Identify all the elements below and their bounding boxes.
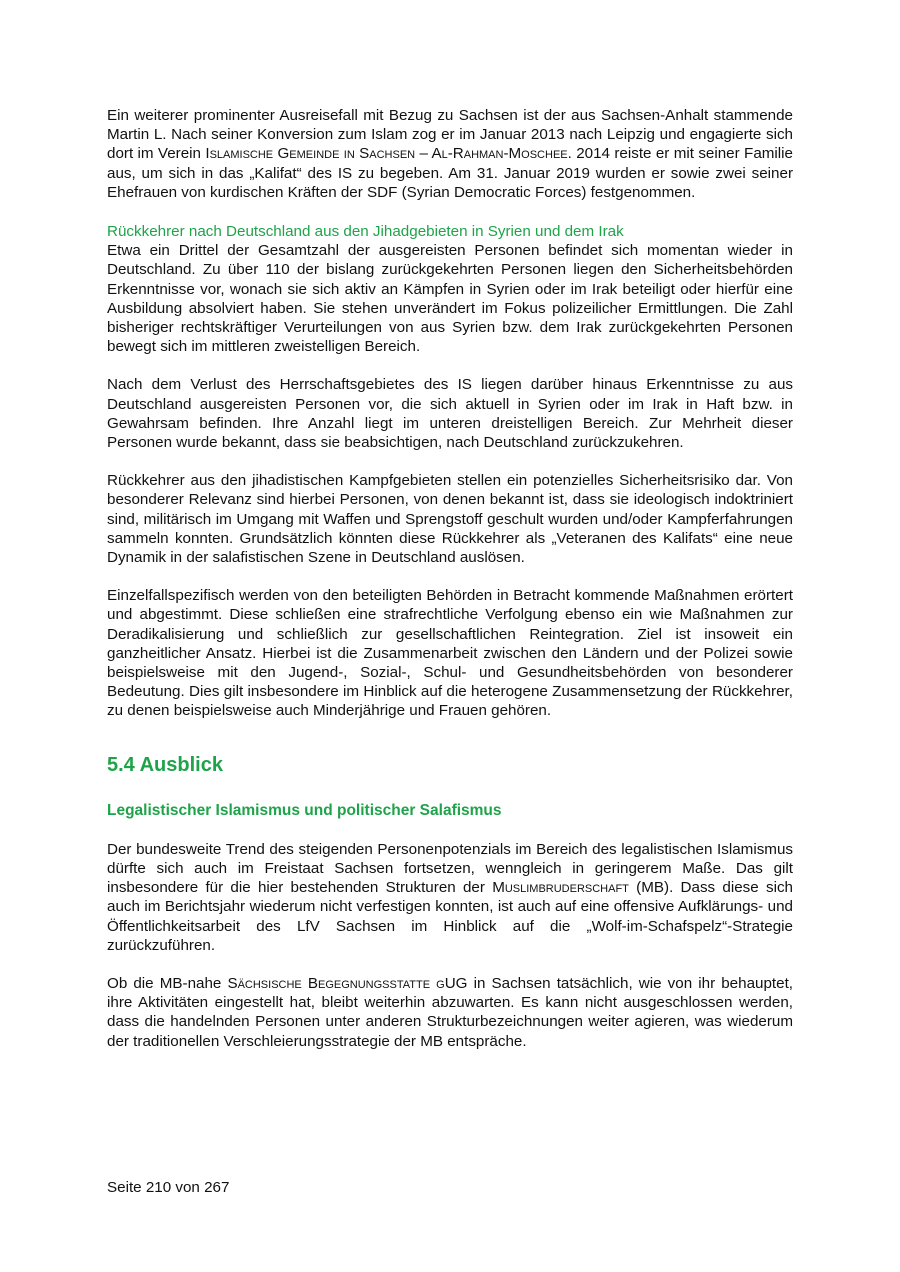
- org-name: Sächsische Begegnungsstatte gUG: [227, 974, 468, 992]
- org-name: Muslimbruderschaft: [492, 879, 629, 897]
- page-number: Seite 210 von 267: [107, 1179, 230, 1196]
- subsection-title: Legalistischer Islamismus und politischer Salafismus: [107, 801, 502, 819]
- org-name: Islamische Gemeinde in Sachsen – Al-Rahman-Moschee: [205, 145, 568, 163]
- section-title: 5.4 Ausblick: [107, 753, 223, 776]
- subheading-rueckkehrer: Rückkehrer nach Deutschland aus den Jihadgebieten in Syrien und dem Irak: [107, 223, 624, 241]
- paragraph-rueckkehrer-count: Etwa ein Drittel der Gesamtzahl der ausgereisten Personen befindet sich momentan wieder in Deutschland. Zu über 110 der bislang zurückgekehrten Personen liegen den Sicherheitsbehörden Erkenntnisse vor, wonach sie sich aktiv an Kämpfen in Syrien oder im Irak beteiligt oder hierfür eine Ausbildung absolviert haben. Sie stehen unverändert im Fokus polizeilicher Ermittlungen. Die Zahl bisheriger rechtskräftiger Verurteilungen von aus Syrien bzw. dem Irak zurückgekehrten Personen bewegt sich im mittleren zweistelligen Bereich.: [107, 242, 793, 356]
- paragraph-massnahmen: Einzelfallspezifisch werden von den beteiligten Behörden in Betracht kommende Maßnahmen erörtert und abgestimmt. Diese schließen eine strafrechtliche Verfolgung ebenso ein wie Maßnahmen zur Deradikalisierung und schließlich zur gesellschaftlichen Reintegration. Ziel ist insoweit ein ganzheitlicher Ansatz. Hierbei ist die Zusammenarbeit zwischen den Ländern und der Polizei sowie beispielsweise mit den Jugend-, Sozial-, Schul- und Gesundheitsbehörden von besonderer Bedeutung. Dies gilt insbesondere im Hinblick auf die heterogene Zusammensetzung der Rückkehrer, zu denen beispielsweise auch Minderjährige und Frauen gehören.: [107, 587, 793, 720]
- paragraph-martin-l: Ein weiterer prominenter Ausreisefall mit Bezug zu Sachsen ist der aus Sachsen-Anhalt stammende Martin L. Nach seiner Konversion zum Islam zog er im Januar 2013 nach Leipzig und engagierte sich dort im Verein Islamische Gemeinde in Sachsen – Al-Rahman-Moschee. 2014 reiste er mit seiner Familie aus, um sich in das „Kalifat“ des IS zu begeben. Am 31. Januar 2019 wurden er sowie zwei seiner Ehefrauen von kurdischen Kräften der SDF (Syrian Democratic Forces) festgenommen.: [107, 107, 793, 201]
- paragraph-sicherheitsrisiko: Rückkehrer aus den jihadistischen Kampfgebieten stellen ein potenzielles Sicherheitsrisiko dar. Von besonderer Relevanz sind hierbei Personen, von denen bekannt ist, dass sie ideologisch indoktriniert sind, militärisch im Umgang mit Waffen und Sprengstoff geschult wurden und/oder Kampferfahrungen sammeln konnten. Grundsätzlich könnten diese Rückkehrer als „Veteranen des Kalifats“ eine neue Dynamik in der salafistischen Szene in Deutschland auslösen.: [107, 472, 793, 567]
- paragraph-begegnungsstaette: Ob die MB-nahe Sächsische Begegnungsstatte gUG in Sachsen tatsächlich, wie von ihr behauptet, ihre Aktivitäten eingestellt hat, bleibt weiterhin abzuwarten. Es kann nicht ausgeschlossen werden, dass die handelnden Personen unter anderen Strukturbezeichnungen weiter agieren, was wiederum der traditionellen Verschleierungsstrategie der MB entspräche.: [107, 974, 794, 1050]
- paragraph-trend: Der bundesweite Trend des steigenden Personenpotenzials im Bereich des legalistischen Islamismus dürfte sich auch im Freistaat Sachsen fortsetzen, wenngleich in geringerem Maße. Das gilt insbesondere für die hier bestehenden Strukturen der Muslimbruderschaft (MB). Dass diese sich auch im Berichtsjahr wiederum nicht verfestigen konnten, ist auch auf eine offensive Aufklärungs- und Öffentlichkeitsarbeit des LfV Sachsen im Hinblick auf die „Wolf-im-Schafspelz“-Strategie zurückzuführen.: [107, 840, 793, 954]
- paragraph-haft: Nach dem Verlust des Herrschaftsgebietes des IS liegen darüber hinaus Erkenntnisse zu aus Deutschland ausgereisten Personen vor, die sich aktuell in Syrien oder im Irak in Haft bzw. in Gewahrsam befinden. Ihre Anzahl liegt im unteren dreistelligen Bereich. Zur Mehrheit dieser Personen wurde bekannt, dass sie beabsichtigen, nach Deutschland zurückzukehren.: [107, 376, 793, 452]
- document-page: [107, 106, 793, 1051]
